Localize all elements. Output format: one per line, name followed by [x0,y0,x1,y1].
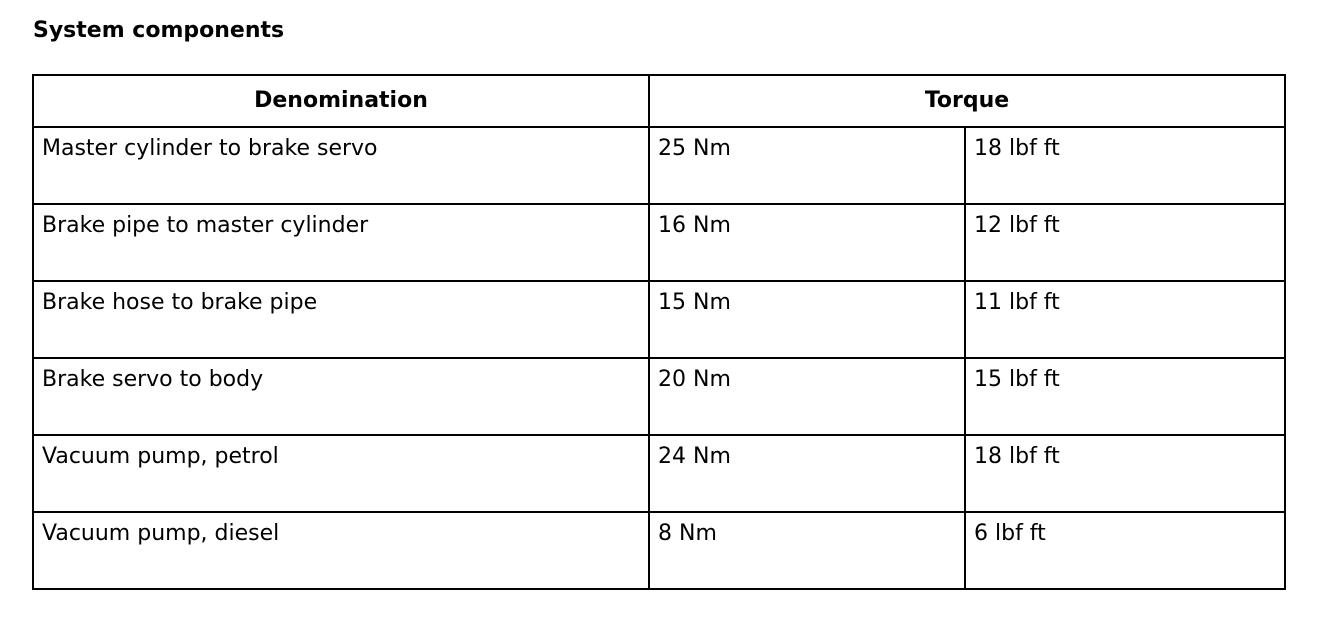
denomination-cell: Brake hose to brake pipe [33,281,649,358]
torque-nm-cell: 25 Nm [649,127,965,204]
header-denomination: Denomination [33,75,649,127]
header-torque: Torque [649,75,1285,127]
denomination-cell: Brake pipe to master cylinder [33,204,649,281]
torque-table [32,74,1286,590]
torque-nm-cell: 20 Nm [649,358,965,435]
table-row [33,358,1285,435]
torque-lbf-cell: 15 lbf ft [965,358,1285,435]
denomination-cell: Brake servo to body [33,358,649,435]
table-row [33,127,1285,204]
denomination-cell: Vacuum pump, petrol [33,435,649,512]
torque-lbf-cell: 6 lbf ft [965,512,1285,589]
page-title: System components [33,18,285,43]
torque-lbf-cell: 18 lbf ft [965,127,1285,204]
torque-nm-cell: 15 Nm [649,281,965,358]
torque-nm-cell: 16 Nm [649,204,965,281]
table-row [33,204,1285,281]
table-row [33,512,1285,589]
torque-lbf-cell: 18 lbf ft [965,435,1285,512]
table-row [33,435,1285,512]
table-row [33,281,1285,358]
torque-nm-cell: 24 Nm [649,435,965,512]
table-header-row [33,75,1285,127]
torque-lbf-cell: 11 lbf ft [965,281,1285,358]
denomination-cell: Vacuum pump, diesel [33,512,649,589]
torque-nm-cell: 8 Nm [649,512,965,589]
torque-lbf-cell: 12 lbf ft [965,204,1285,281]
denomination-cell: Master cylinder to brake servo [33,127,649,204]
